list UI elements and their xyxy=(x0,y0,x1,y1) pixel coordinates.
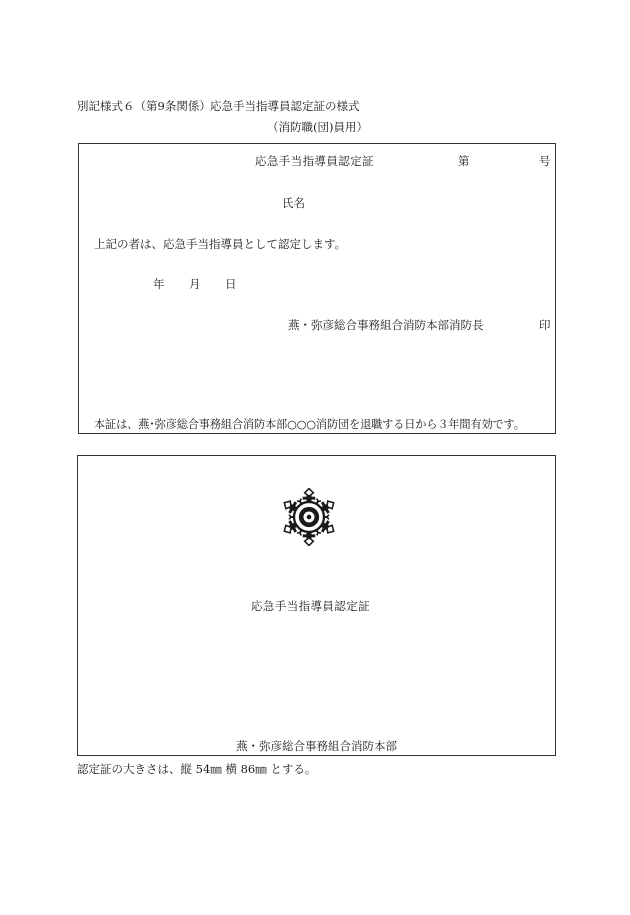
date-day: 日 xyxy=(225,277,237,291)
certification-statement: 上記の者は、応急手当指導員として認定します。 xyxy=(94,237,347,251)
back-issuer: 燕・弥彦総合事務組合消防本部 xyxy=(236,739,397,753)
fire-department-emblem-icon xyxy=(280,488,338,546)
emblem-spoke-tip xyxy=(305,488,314,496)
emblem-core xyxy=(307,515,312,520)
card-front xyxy=(78,143,556,434)
date-year: 年 xyxy=(153,277,165,291)
date-month: 月 xyxy=(189,277,201,291)
emblem-spoke-tip xyxy=(305,538,314,546)
validity-note: 本証は、燕･弥彦総合事務組合消防本部○○○消防団を退職する日から３年間有効です。 xyxy=(94,418,525,431)
form-subtitle: （消防職(団)員用） xyxy=(267,120,368,134)
back-card-title: 応急手当指導員認定証 xyxy=(251,599,370,613)
number-suffix: 号 xyxy=(539,154,551,168)
number-prefix: 第 xyxy=(458,154,470,168)
seal-mark: 印 xyxy=(539,318,551,332)
size-note: 認定証の大きさは、縦 54㎜ 横 86㎜ とする。 xyxy=(77,762,317,776)
name-label: 氏名 xyxy=(282,196,305,210)
issuer-chief: 燕・弥彦総合事務組合消防本部消防長 xyxy=(288,318,484,332)
form-label: 別記様式６（第9条関係） xyxy=(77,99,211,113)
front-card-title: 応急手当指導員認定証 xyxy=(255,154,374,168)
form-title: 応急手当指導員認定証の様式 xyxy=(210,99,360,113)
